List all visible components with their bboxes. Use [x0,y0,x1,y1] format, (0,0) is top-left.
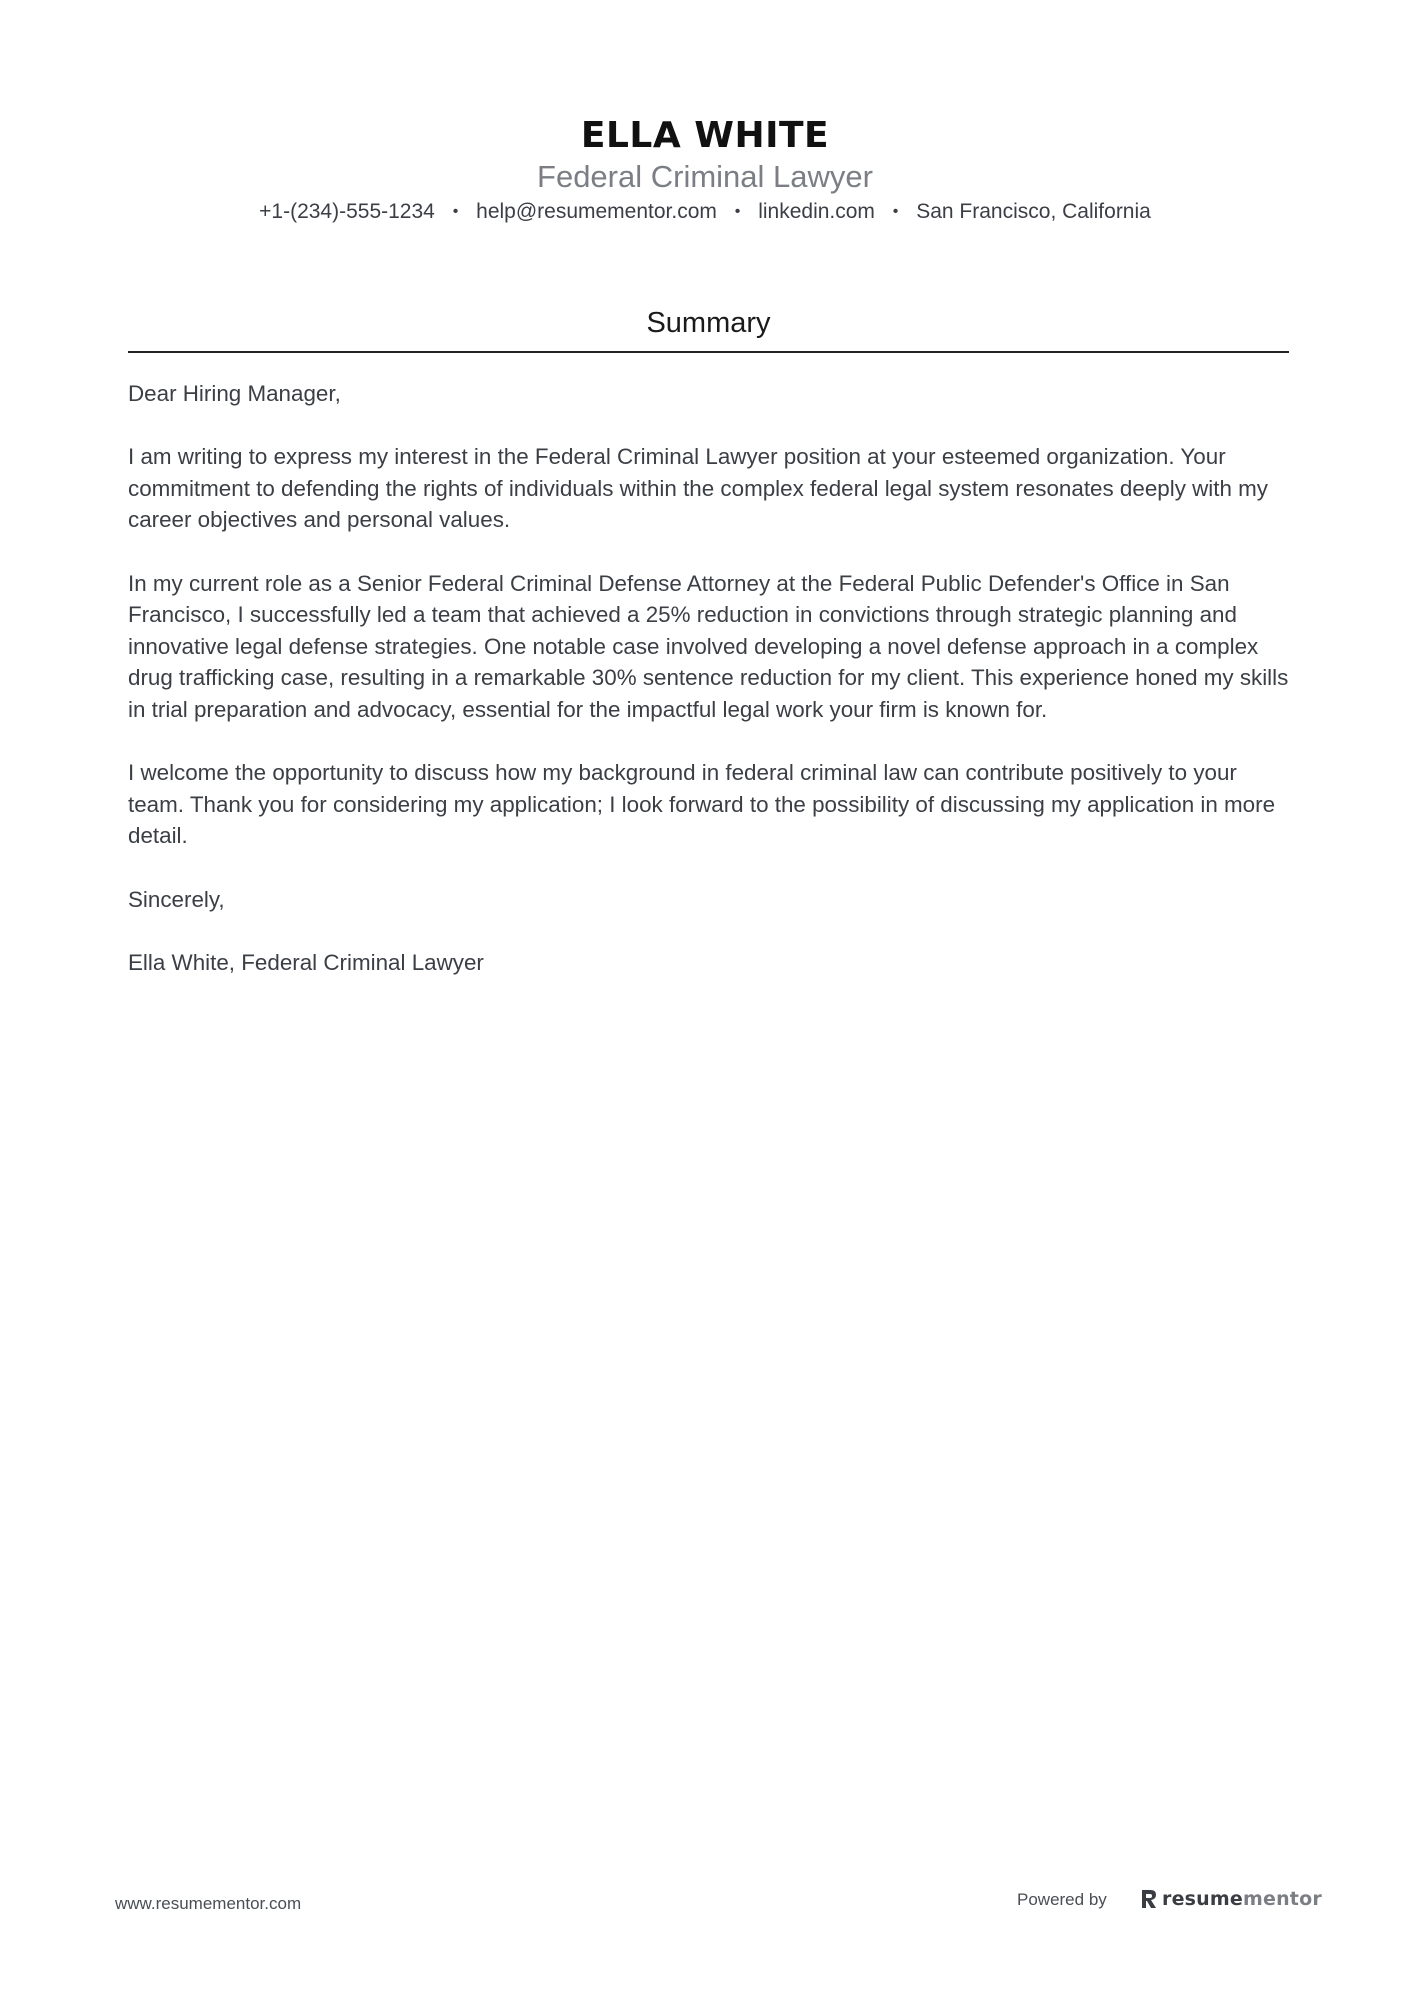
resume-header [0,112,1410,228]
contact-separator: • [452,203,459,220]
brand-wordmark-part1: resume [1162,1888,1243,1910]
contact-location: San Francisco, California [916,200,1151,223]
brand-wordmark-part2: mentor [1242,1888,1322,1910]
contact-phone: +1-(234)-555-1234 [259,200,435,223]
resumementor-brand-logo[interactable] [1140,1886,1322,1912]
job-title: Federal Criminal Lawyer [537,159,873,194]
letter-paragraph: In my current role as a Senior Federal Criminal Defense Attorney at the Federal Public Defender's Office in San Francisco, I successfully led a team that achieved a 25% reduction in convictions through strategic planning and innovative legal defense strategies. One notable case involved developing a novel defense approach in a complex drug trafficking case, resulting in a remarkable 30% sentence reduction for my client. This experience honed my skills in trial preparation and advocacy, essential for the impactful legal work your firm is known for. [128,570,1289,722]
letter-paragraph: I welcome the opportunity to discuss how my background in federal criminal law can contribute positively to your team. Thank you for considering my application; I look forward to the possibility of discussing my application in more detail. [128,760,1276,849]
section-heading-summary: Summary [646,307,771,339]
contact-linkedin: linkedin.com [758,200,875,223]
contact-separator: • [734,203,741,220]
letter-greeting: Dear Hiring Manager, [128,381,341,406]
letter-paragraph: I am writing to express my interest in the Federal Criminal Lawyer position at your esteemed organization. Your commitment to defending the rights of individuals within the complex federal legal system resonates deeply with my career objectives and personal values. [128,444,1268,533]
contact-line [0,198,1410,228]
resumementor-logo-icon [1140,1888,1158,1910]
letter-closing: Sincerely, [128,886,225,912]
letter-signature: Ella White, Federal Criminal Lawyer [128,949,484,975]
powered-by-label: Powered by [1017,1890,1107,1909]
contact-separator: • [892,203,899,220]
brand-wordmark [1162,1886,1322,1912]
footer-website-link[interactable]: www.resumementor.com [115,1894,302,1913]
candidate-name: ELLA WHITE [580,115,830,156]
cover-letter-body [128,378,1293,1010]
contact-email: help@resumementor.com [476,200,717,223]
section-divider [128,351,1289,353]
